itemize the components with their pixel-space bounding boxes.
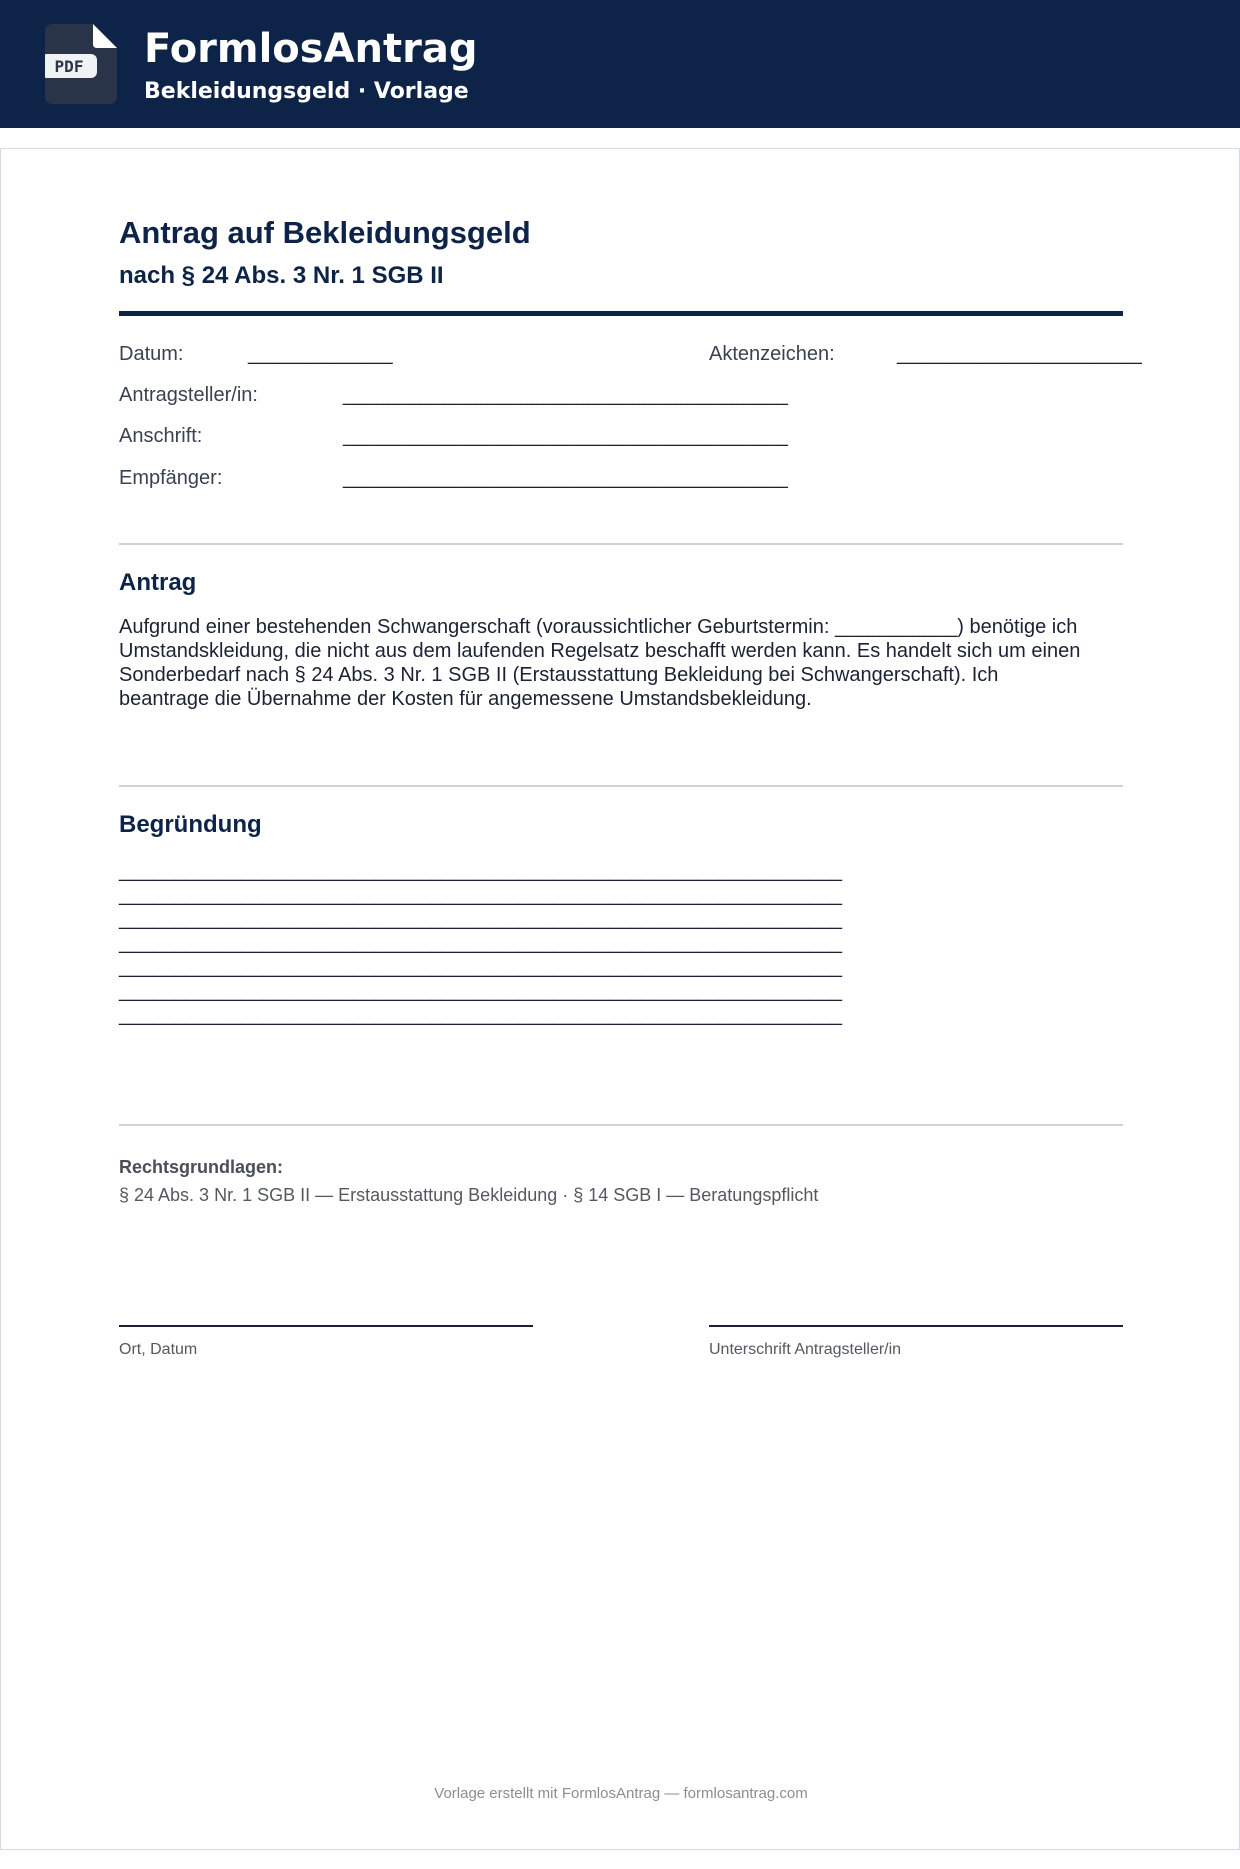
- signature-line-right[interactable]: [709, 1325, 1123, 1327]
- document-title: Antrag auf Bekleidungsgeld: [119, 215, 531, 250]
- blank-line[interactable]: _________________________________________________________________: [119, 980, 842, 1002]
- blank-line[interactable]: _________________________________________________________________: [119, 860, 842, 882]
- aktenzeichen-label: Aktenzeichen:: [709, 343, 835, 365]
- antrag-line: Umstandskleidung, die nicht aus dem laufenden Regelsatz beschafft werden kann. Es handelt sich um einen: [119, 640, 1081, 662]
- antrag-line: Aufgrund einer bestehenden Schwangerschaft (voraussichtlicher Geburtstermin: ___________) benötige ich: [119, 616, 1078, 638]
- blank-line[interactable]: _________________________________________________________________: [119, 1004, 842, 1026]
- empfaenger-label: Empfänger:: [119, 467, 223, 489]
- signature-line-left[interactable]: [119, 1325, 533, 1327]
- blank-line[interactable]: _________________________________________________________________: [119, 932, 842, 954]
- footer-note: Vorlage erstellt mit FormlosAntrag — formlosantrag.com: [434, 1785, 808, 1802]
- document-page: [0, 148, 1240, 1850]
- anschrift-field[interactable]: ________________________________________: [343, 425, 788, 447]
- unterschrift-label: Unterschrift Antragsteller/in: [709, 1341, 902, 1358]
- empfaenger-field[interactable]: ________________________________________: [343, 467, 788, 489]
- section-divider: [119, 785, 1123, 787]
- aktenzeichen-field[interactable]: ______________________: [897, 343, 1142, 365]
- datum-label: Datum:: [119, 343, 184, 365]
- blank-line[interactable]: _________________________________________________________________: [119, 884, 842, 906]
- blank-line[interactable]: _________________________________________________________________: [119, 908, 842, 930]
- begruendung-heading: Begründung: [119, 811, 262, 838]
- section-divider: [119, 1124, 1123, 1126]
- datum-field[interactable]: _____________: [248, 343, 393, 365]
- anschrift-label: Anschrift:: [119, 425, 203, 447]
- rechtsgrundlagen-text: § 24 Abs. 3 Nr. 1 SGB II — Erstausstattung Bekleidung · § 14 SGB I — Beratungspflicht: [119, 1185, 819, 1205]
- document-subtitle: nach § 24 Abs. 3 Nr. 1 SGB II: [119, 262, 444, 289]
- begruendung-lines[interactable]: [119, 859, 842, 1027]
- blank-line[interactable]: _________________________________________________________________: [119, 956, 842, 978]
- brand-title: FormlosAntrag: [144, 26, 478, 72]
- ort-datum-label: Ort, Datum: [119, 1341, 198, 1358]
- antragsteller-field[interactable]: ________________________________________: [343, 384, 788, 406]
- app-header: [0, 0, 1240, 128]
- antragsteller-label: Antragsteller/in:: [119, 384, 258, 406]
- pdf-logo-label: PDF: [54, 57, 84, 76]
- antrag-line: beantrage die Übernahme der Kosten für angemessene Umstandsbekleidung.: [119, 688, 812, 710]
- rechtsgrundlagen-heading: Rechtsgrundlagen:: [119, 1157, 284, 1177]
- title-divider: [119, 311, 1123, 316]
- antrag-text: [119, 615, 1139, 711]
- antrag-line: Sonderbedarf nach § 24 Abs. 3 Nr. 1 SGB II (Erstausstattung Bekleidung bei Schwangerschaft). Ich: [119, 664, 999, 686]
- section-divider: [119, 543, 1123, 545]
- brand-subtitle: Bekleidungsgeld · Vorlage: [144, 79, 469, 104]
- antrag-heading: Antrag: [119, 569, 197, 596]
- pdf-file-icon: [45, 24, 117, 104]
